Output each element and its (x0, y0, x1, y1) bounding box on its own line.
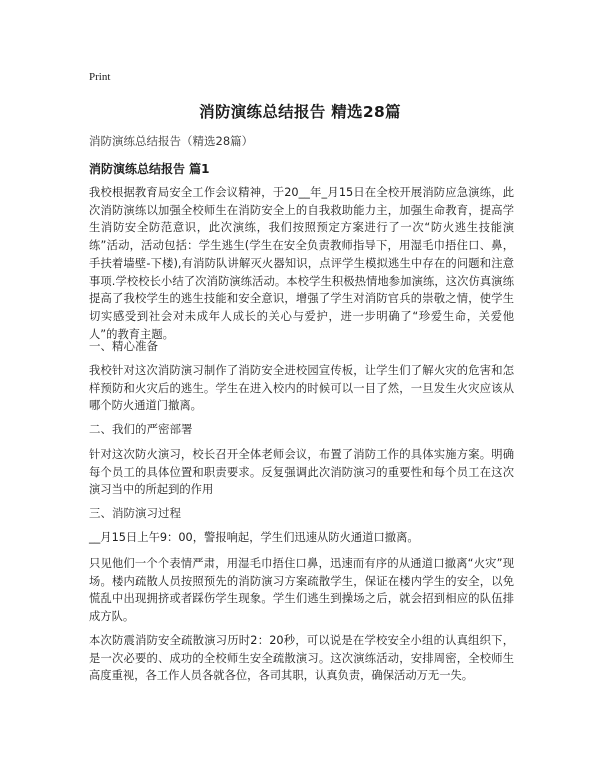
section-1-paragraph: 我校针对这次消防演习制作了消防安全进校园宣传板，让学生们了解火灾的危害和怎样预防和火灾后的逃生。学生在进入校内的时候可以一目了然，一旦发生火灾应该从哪个防火通道门撤离。 (89, 364, 514, 413)
section-3-title: 三、消防演习过程 (89, 506, 181, 520)
print-link[interactable]: Print (89, 71, 111, 83)
document-title: 消防演练总结报告 精选28篇 (199, 103, 401, 121)
section-3-paragraph-2: 只见他们一个个表情严肃，用湿毛巾捂住口鼻，迅速而有序的从通道口撤离“火灾”现场。楼内疏散人员按照预先的消防演习方案疏散学生，保证在楼内学生的安全，以免慌乱中出现拥挤或者踩伤学生现象。学生们逃生到操场之后，就会招到相应的队伍排成方队。 (89, 557, 514, 624)
intro-paragraph: 我校根据教育局安全工作会议精神，于20__年_月15日在全校开展消防应急演练，此次消防演练以加强全校师生在消防安全上的自我救助能力主，加强生命教育，提高学生消防安全防范意识，此次演练，我们按照预定方案进行了一次“防火逃生技能演练”活动，活动包括：学生逃生(学生在安全负责教师指导下，用湿毛巾捂住口、鼻，手扶着墙壁-下楼),有消防队讲解灭火器知识，点评学生模拟逃生中存在的问题和注意事项.学校校长小结了次消防演练活动。本校学生积极热情地参加演练，这次仿真演练提高了我校学生的逃生技能和安全意识，增强了学生对消防官兵的崇敬之情，使学生切实感受到社会对未成年人成长的关心与爱护，进一步明确了“珍爱生命，关爱他人”的教育主题。 (89, 186, 514, 341)
section-2-paragraph: 针对这次防火演习，校长召开全体老师会议，布置了消防工作的具体实施方案。明确每个员工的具体位置和职责要求。反复强调此次消防演习的重要性和每个员工在这次演习当中的所起到的作用 (89, 448, 514, 497)
section-3-paragraph-3: 本次防震消防安全疏散演习历时2：20秒，可以说是在学校安全小组的认真组织下，是一次必要的、成功的全校师生安全疏散演习。这次演练活动，安排周密，全校师生高度重视，各工作人员各就各位，各司其职，认真负责，确保活动万无一失。 (89, 634, 514, 683)
section-1-title: 一、精心准备 (89, 339, 158, 353)
section-3-paragraph-1: __月15日上午9：00，警报响起，学生们迅速从防火通道口撤离。 (89, 531, 419, 544)
article-heading: 消防演练总结报告 篇1 (89, 162, 210, 176)
section-2-title: 二、我们的严密部署 (89, 422, 193, 436)
document-subtitle: 消防演练总结报告（精选28篇） (89, 134, 254, 148)
